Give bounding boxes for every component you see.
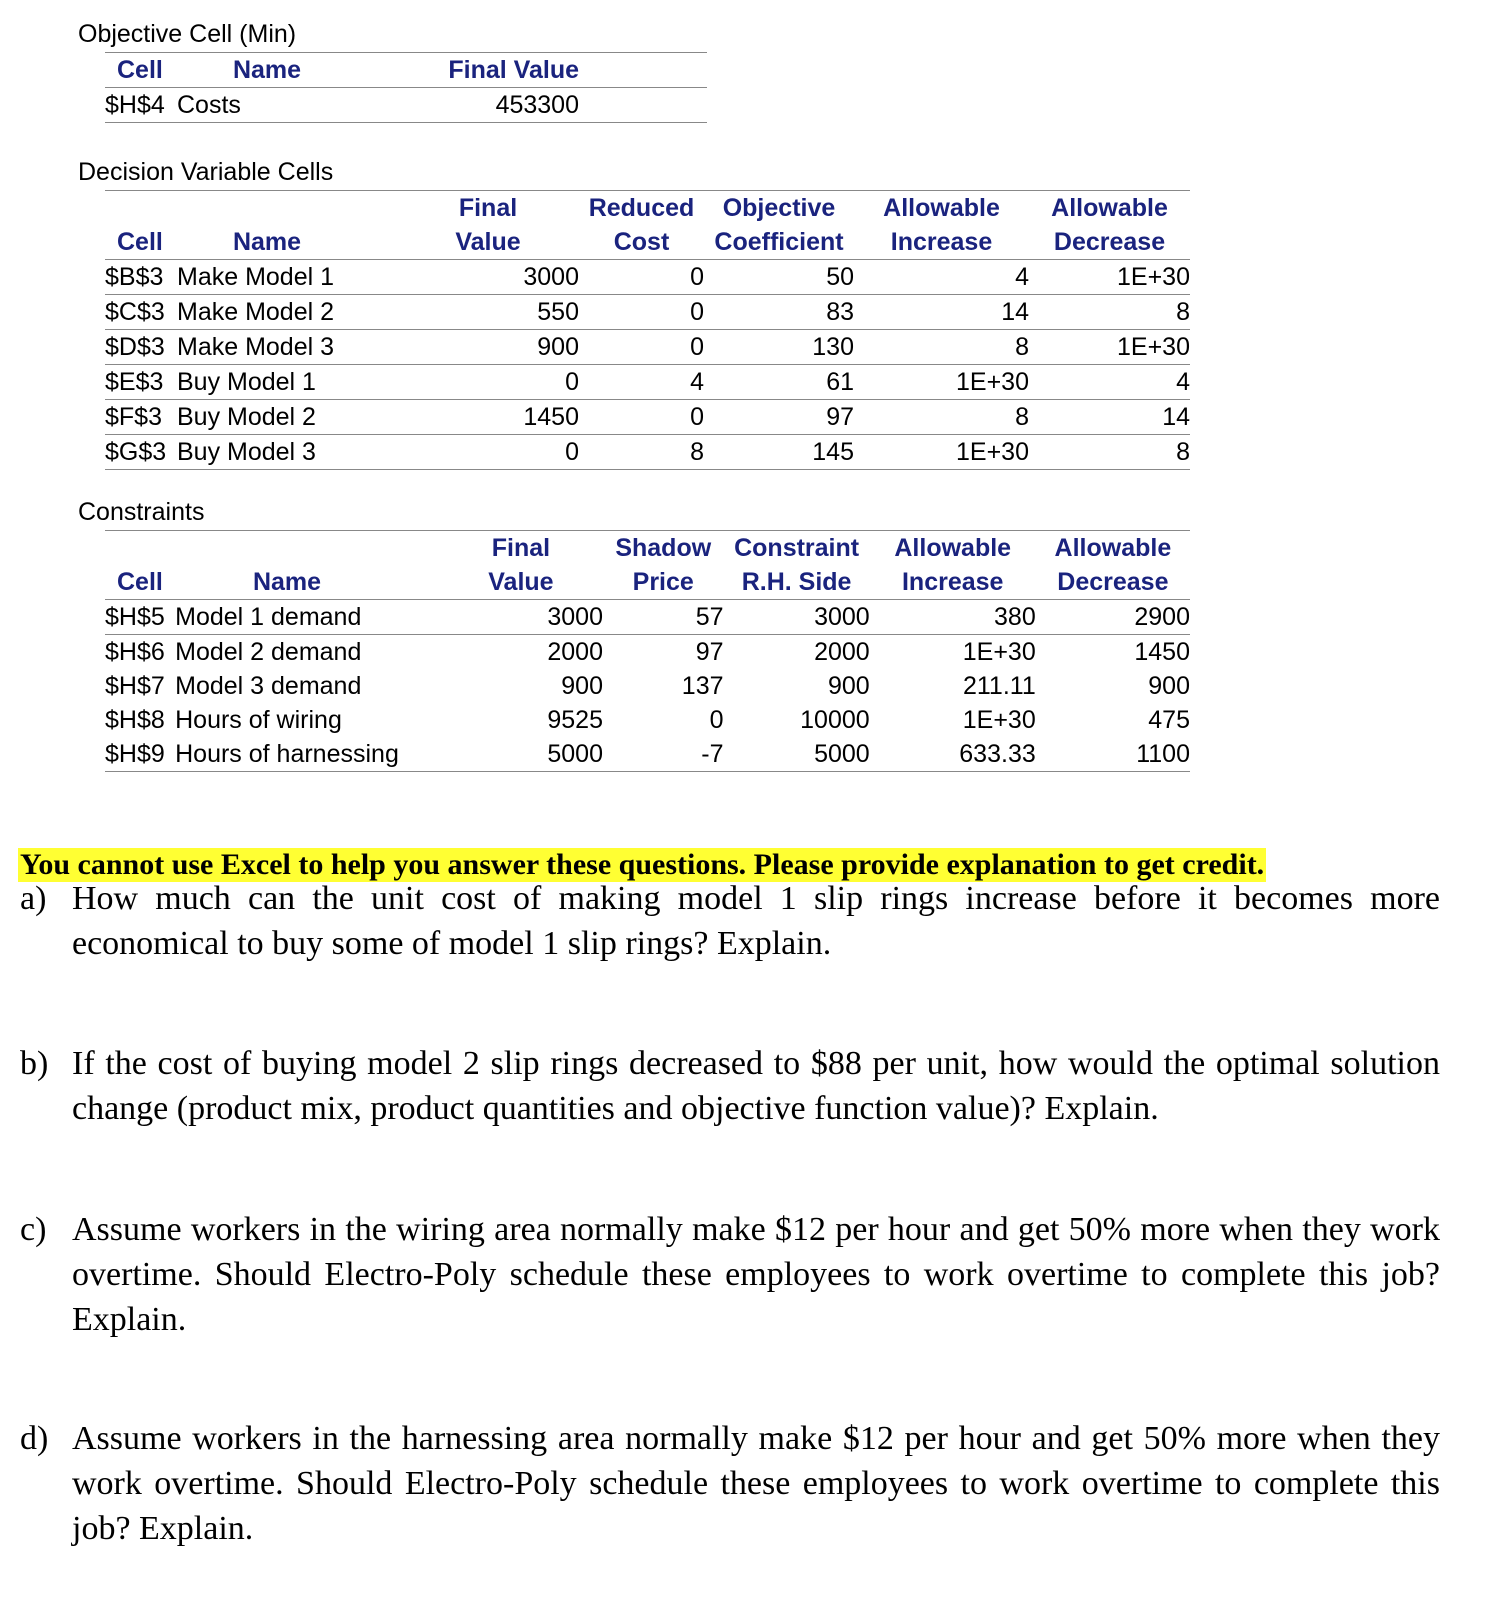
row-inc: 8	[854, 330, 1029, 365]
row-shadow: 0	[709, 706, 724, 734]
row-final: 0	[357, 365, 579, 400]
row-dec: 14	[1029, 400, 1190, 435]
header-objective: Objective	[704, 191, 854, 226]
header-decrease: Decrease	[1036, 565, 1190, 600]
header-shadow: Shadow	[603, 531, 724, 566]
row-cell: $H$5	[105, 603, 165, 631]
row-shadow: 57	[695, 603, 724, 631]
header-constraint: Constraint	[724, 531, 870, 566]
table-row	[105, 600, 1190, 635]
objective-name: Costs	[177, 88, 357, 123]
row-cell: $H$9	[105, 737, 175, 772]
row-shadow: 97	[695, 638, 724, 666]
row-coef: 50	[704, 260, 854, 295]
question-c	[20, 1207, 1440, 1342]
table-row	[105, 435, 1190, 470]
header-value: Value	[357, 225, 579, 260]
header-increase: Increase	[870, 565, 1036, 600]
question-letter: b)	[20, 1045, 49, 1082]
objective-final-value: 453300	[357, 88, 579, 123]
row-rhs: 2000	[814, 638, 870, 666]
row-name: Hours of wiring	[175, 706, 342, 734]
row-coef: 61	[704, 365, 854, 400]
row-inc: 4	[854, 260, 1029, 295]
row-rhs: 900	[827, 672, 870, 700]
header-cell: Cell	[105, 565, 175, 600]
header-cost: Cost	[579, 225, 704, 260]
row-rhs: 10000	[800, 706, 870, 734]
row-dec: 4	[1029, 365, 1190, 400]
row-name: Model 2 demand	[175, 638, 362, 666]
row-reduced: 0	[579, 400, 704, 435]
row-cell: $D$3	[105, 330, 177, 365]
row-inc: 380	[994, 603, 1036, 631]
header-final: Final	[399, 531, 603, 566]
header-allowable-inc: Allowable	[854, 191, 1029, 226]
row-final: 550	[357, 295, 579, 330]
question-letter: c)	[20, 1211, 47, 1248]
row-final: 900	[561, 672, 603, 700]
header-increase: Increase	[854, 225, 1029, 260]
header-price: Price	[603, 565, 724, 600]
row-name: Model 3 demand	[175, 672, 362, 700]
row-inc: 633.33	[870, 737, 1036, 772]
row-name: Buy Model 3	[177, 435, 357, 470]
constraints-table	[105, 530, 1190, 772]
row-inc: 1E+30	[962, 638, 1036, 666]
header-rhs: R.H. Side	[724, 565, 870, 600]
row-inc: 211.11	[962, 672, 1036, 700]
row-final: 9525	[547, 706, 603, 734]
question-text: Assume workers in the harnessing area normally make $12 per hour and get 50% more when they work overtime. Should Electro-Poly schedule these employees to work overtime to complete this job? Explain.	[72, 1420, 1440, 1547]
row-inc: 1E+30	[962, 706, 1036, 734]
row-reduced: 0	[579, 260, 704, 295]
row-coef: 145	[704, 435, 854, 470]
row-final: 3000	[357, 260, 579, 295]
constraints-title: Constraints	[78, 498, 205, 526]
row-final: 900	[357, 330, 579, 365]
row-dec: 8	[1029, 435, 1190, 470]
table-row	[105, 260, 1190, 295]
header-allowable-dec: Allowable	[1029, 191, 1190, 226]
row-name: Buy Model 2	[177, 400, 357, 435]
row-cell: $H$7	[105, 672, 165, 700]
row-final: 3000	[547, 603, 603, 631]
header-decrease: Decrease	[1029, 225, 1190, 260]
header-cell: Cell	[105, 53, 177, 88]
question-letter: a)	[20, 880, 47, 917]
instruction-note: You cannot use Excel to help you answer these questions. Please provide explanation to get credit.	[20, 848, 1265, 881]
row-final: 1450	[357, 400, 579, 435]
header-reduced: Reduced	[579, 191, 704, 226]
row-dec: 475	[1148, 706, 1190, 734]
row-rhs: 3000	[814, 603, 870, 631]
row-dec: 1E+30	[1029, 260, 1190, 295]
row-cell: $B$3	[105, 260, 177, 295]
header-cell: Cell	[105, 225, 177, 260]
header-value: Value	[399, 565, 603, 600]
header-name: Name	[177, 53, 357, 88]
table-row	[105, 635, 1190, 670]
objective-table	[105, 52, 707, 123]
objective-title: Objective Cell (Min)	[78, 20, 297, 48]
row-shadow: 137	[681, 672, 724, 700]
table-row	[105, 703, 1190, 737]
objective-cell: $H$4	[105, 88, 177, 123]
header-allowable-dec: Allowable	[1036, 531, 1190, 566]
header-final-value: Final Value	[357, 53, 579, 88]
row-cell: $H$6	[105, 638, 165, 666]
decision-table	[105, 190, 1190, 470]
row-reduced: 0	[579, 295, 704, 330]
decision-title: Decision Variable Cells	[78, 158, 334, 186]
row-name: Make Model 3	[177, 330, 357, 365]
row-inc: 8	[854, 400, 1029, 435]
header-name: Name	[177, 225, 357, 260]
row-rhs: 5000	[724, 737, 870, 772]
header-final: Final	[357, 191, 579, 226]
row-name: Hours of harnessing	[175, 737, 399, 772]
header-allowable-inc: Allowable	[870, 531, 1036, 566]
table-row	[105, 400, 1190, 435]
question-b	[20, 1041, 1440, 1131]
row-dec: 1E+30	[1029, 330, 1190, 365]
table-row	[105, 669, 1190, 703]
table-row	[105, 330, 1190, 365]
table-row	[105, 737, 1190, 772]
header-coefficient: Coefficient	[704, 225, 854, 260]
row-name: Make Model 2	[177, 295, 357, 330]
row-cell: $E$3	[105, 365, 177, 400]
row-dec: 1450	[1134, 638, 1190, 666]
question-text: How much can the unit cost of making model 1 slip rings increase before it becomes more economical to buy some of model 1 slip rings? Explain.	[72, 880, 1440, 962]
row-cell: $G$3	[105, 435, 177, 470]
row-coef: 130	[704, 330, 854, 365]
row-coef: 97	[704, 400, 854, 435]
row-reduced: 8	[579, 435, 704, 470]
row-cell: $C$3	[105, 295, 177, 330]
row-dec: 2900	[1134, 603, 1190, 631]
row-cell: $F$3	[105, 400, 177, 435]
row-coef: 83	[704, 295, 854, 330]
row-inc: 1E+30	[854, 365, 1029, 400]
row-dec: 8	[1029, 295, 1190, 330]
row-inc: 14	[854, 295, 1029, 330]
question-text: Assume workers in the wiring area normally make $12 per hour and get 50% more when they work overtime. Should Electro-Poly schedule these employees to work overtime to complete this job? Explain.	[72, 1211, 1440, 1338]
row-inc: 1E+30	[854, 435, 1029, 470]
question-letter: d)	[20, 1420, 49, 1457]
question-a	[20, 876, 1440, 966]
row-dec: 900	[1148, 672, 1190, 700]
row-name: Buy Model 1	[177, 365, 357, 400]
row-final: 0	[357, 435, 579, 470]
row-cell: $H$8	[105, 706, 165, 734]
header-name: Name	[175, 565, 399, 600]
row-reduced: 0	[579, 330, 704, 365]
row-final: 2000	[547, 638, 603, 666]
row-name: Make Model 1	[177, 260, 357, 295]
table-row	[105, 365, 1190, 400]
row-dec: 1100	[1036, 737, 1190, 772]
question-text: If the cost of buying model 2 slip rings decreased to $88 per unit, how would the optimal solution change (product mix, product quantities and objective function value)? Explain.	[72, 1045, 1440, 1127]
row-shadow: -7	[603, 737, 724, 772]
row-final: 5000	[399, 737, 603, 772]
row-name: Model 1 demand	[175, 603, 362, 631]
question-d	[20, 1416, 1440, 1551]
row-reduced: 4	[579, 365, 704, 400]
table-row	[105, 295, 1190, 330]
